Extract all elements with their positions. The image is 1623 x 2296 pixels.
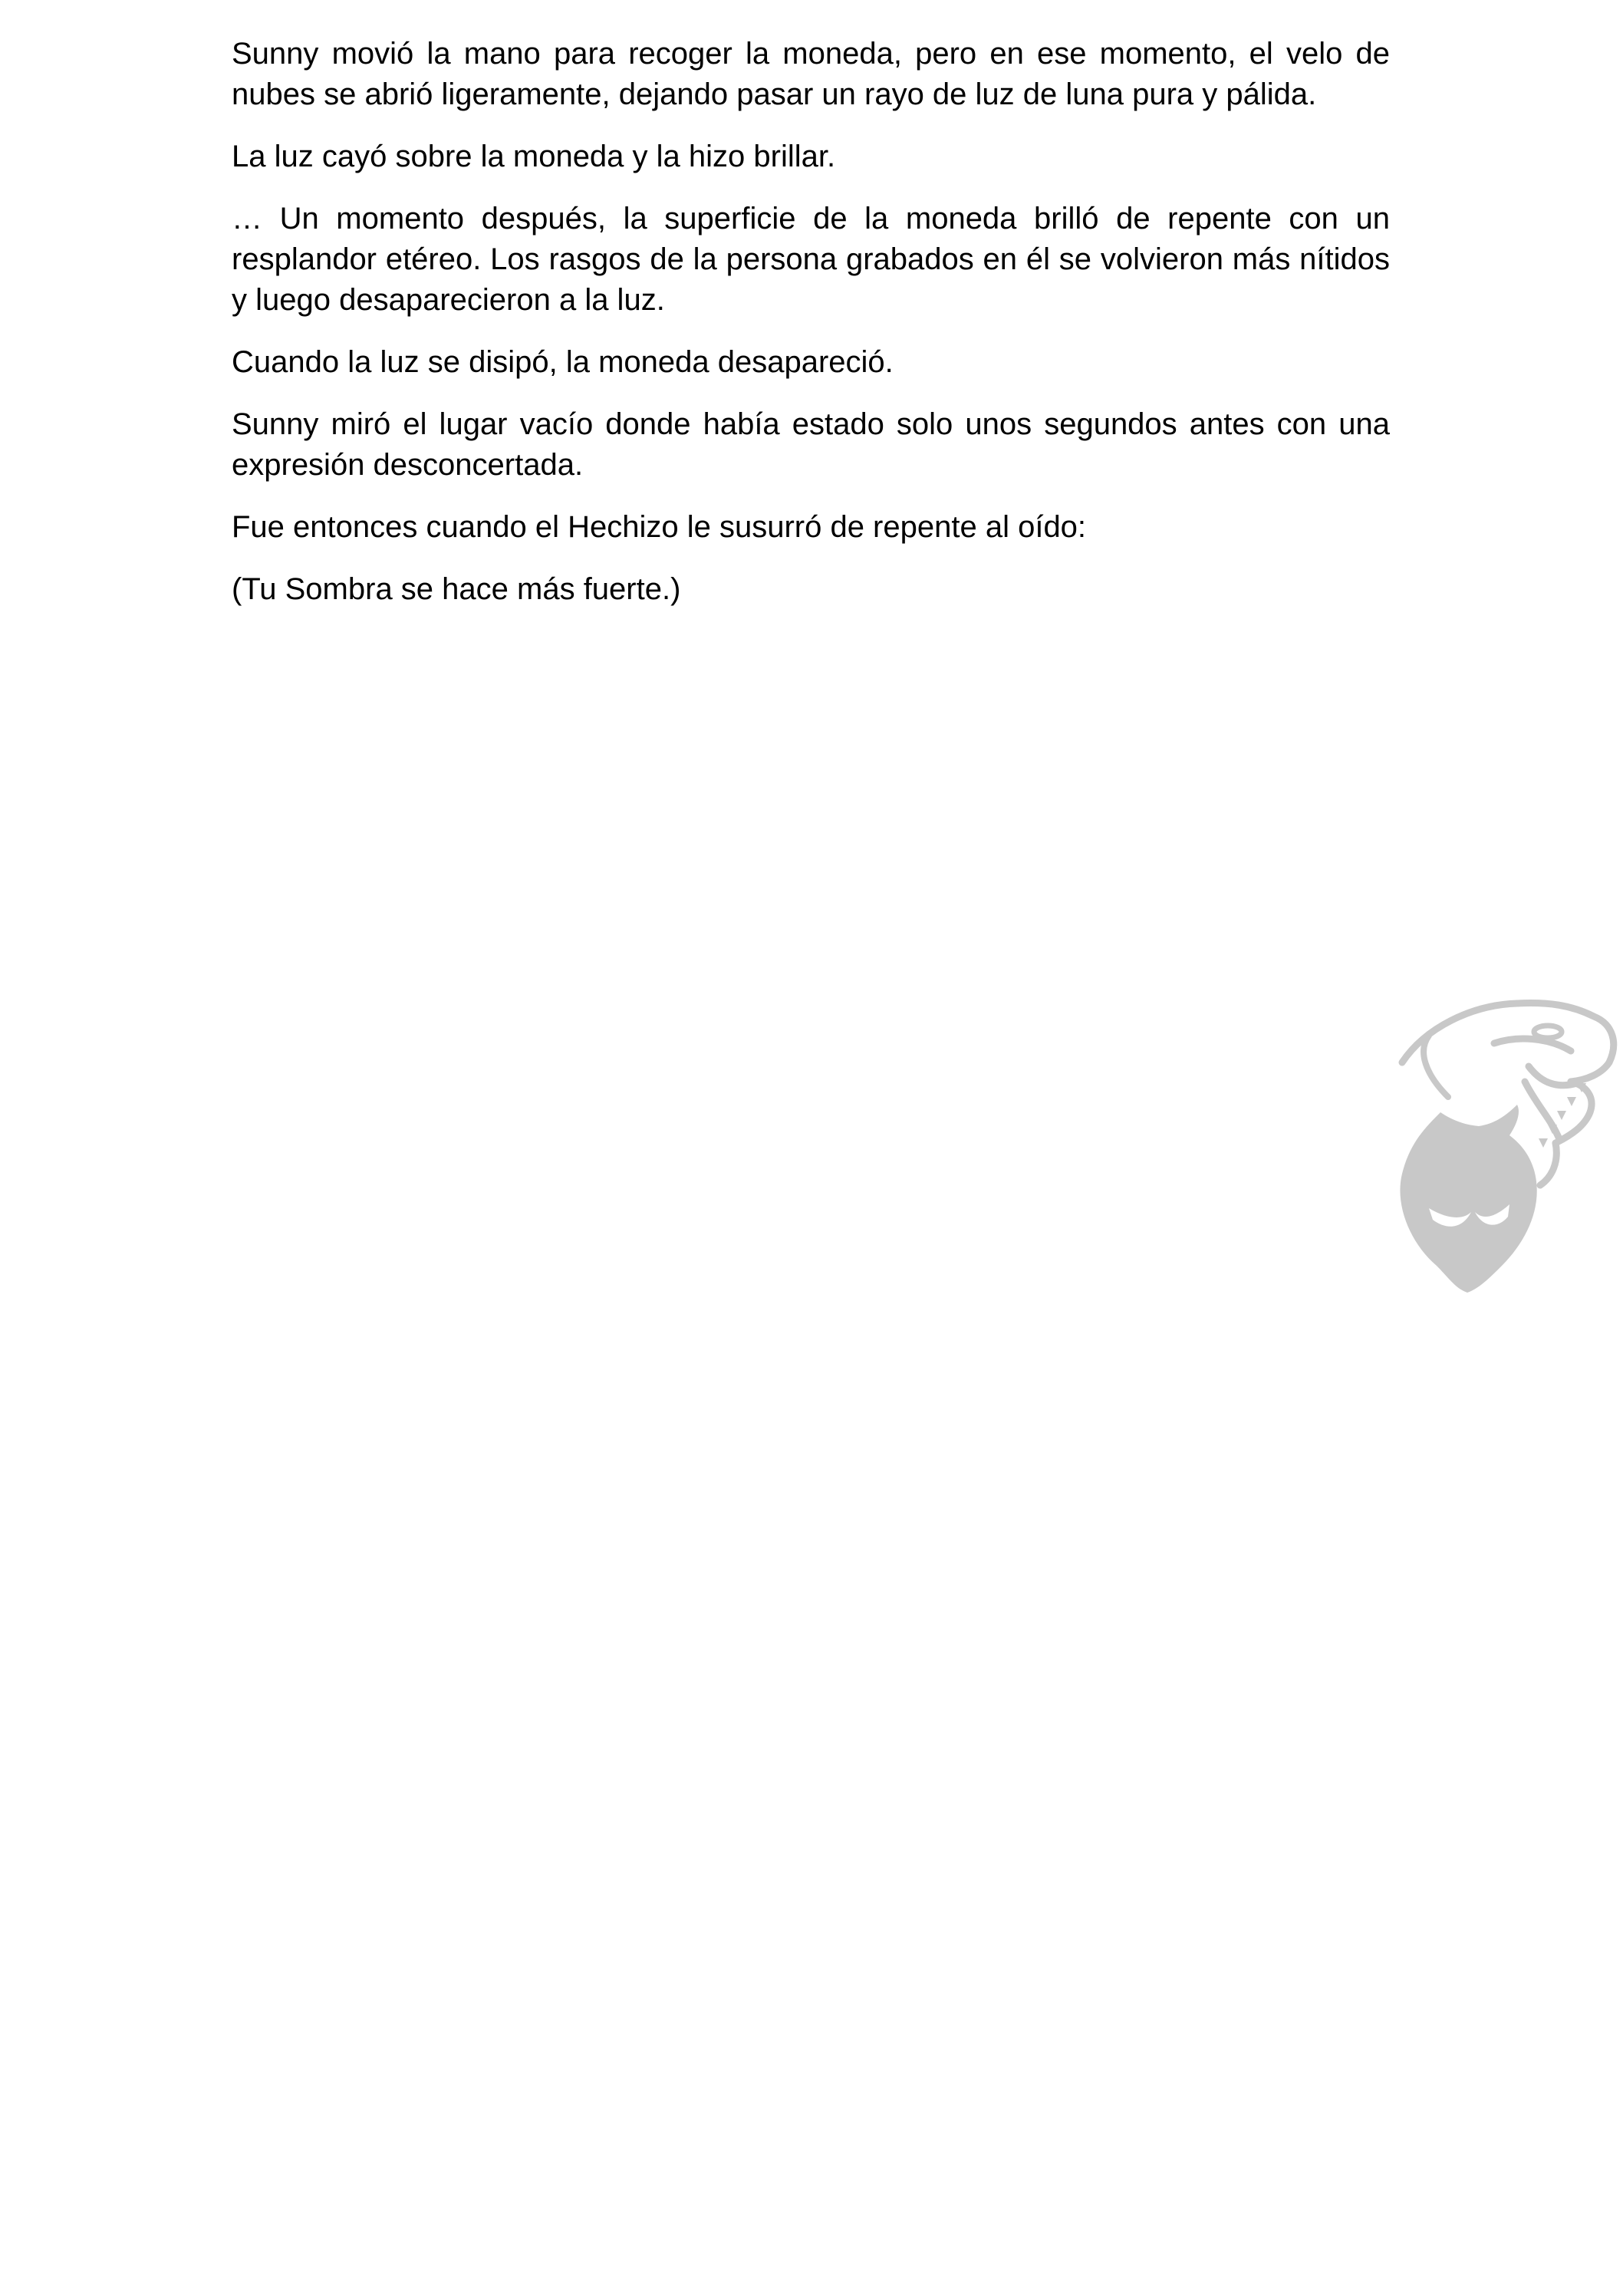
paragraph-1: Sunny movió la mano para recoger la moneda, pero en ese momento, el velo de nubes se abrió ligeramente, dejando pasar un rayo de luz de luna pura y pálida. — [232, 37, 1390, 111]
dinosaur-and-demon-logo-icon — [1394, 990, 1621, 1293]
paragraph-7: (Tu Sombra se hace más fuerte.) — [232, 572, 681, 606]
paragraph-2: La luz cayó sobre la moneda y la hizo brillar. — [232, 140, 836, 173]
paragraph-3: … Un momento después, la superficie de la moneda brilló de repente con un resplandor etéreo. Los rasgos de la persona grabados en él se volvieron más nítidos y luego desaparecieron a la luz. — [232, 202, 1390, 317]
paragraph-6: Fue entonces cuando el Hechizo le susurró de repente al oído: — [232, 510, 1087, 544]
document-body — [232, 34, 1390, 631]
paragraph-5: Sunny miró el lugar vacío donde había estado solo unos segundos antes con una expresión desconcertada. — [232, 407, 1390, 482]
paragraph-4: Cuando la luz se disipó, la moneda desapareció. — [232, 345, 894, 379]
